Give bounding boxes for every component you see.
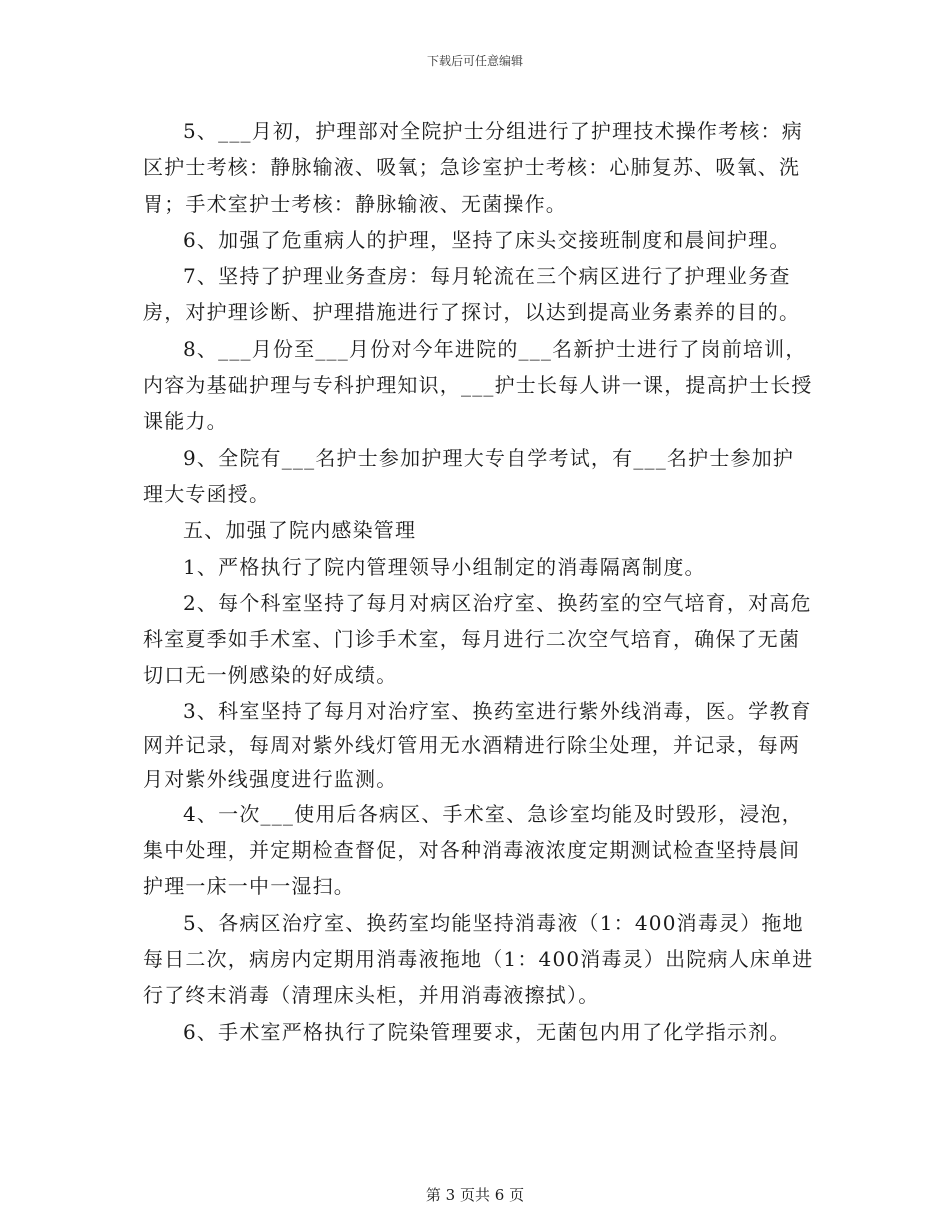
paragraph-item-3-uv-disinfection: 3、科室坚持了每月对治疗室、换药室进行紫外线消毒，医。学教育网并记录，每周对紫外线灯管用无水酒精进行除尘处理，并记录，每两月对紫外线强度进行监测。: [143, 698, 812, 791]
paragraph-item-1-disinfection-system: 1、严格执行了院内管理领导小组制定的消毒隔离制度。: [183, 554, 706, 579]
paragraph-item-2-air-culture: 2、每个科室坚持了每月对病区治疗室、换药室的空气培育，对高危科室夏季如手术室、门诊手术室，每月进行二次空气培育，确保了无菌切口无一例感染的好成绩。: [143, 590, 812, 688]
paragraph-item-6-operating-room: 6、手术室严格执行了院染管理要求，无菌包内用了化学指示剂。: [183, 1019, 791, 1044]
paragraph-item-8-training: 8、___月份至___月份对今年进院的___名新护士进行了岗前培训，内容为基础护理与专科护理知识，___护士长每人讲一课，提高护士长授课能力。: [143, 336, 813, 434]
page-footer-page-number: 第 3 页共 6 页: [425, 1186, 525, 1204]
paragraph-item-4-disposal: 4、一次___使用后各病区、手术室、急诊室均能及时毁形，浸泡，集中处理，并定期检查督促，对各种消毒液浓度定期测试检查坚持晨间护理一床一中一湿扫。: [143, 801, 803, 899]
document-body: [143, 113, 815, 1050]
paragraph-item-5-skill-exam: 5、___月初，护理部对全院护士分组进行了护理技术操作考核：病区护士考核：静脉输液、吸氧；急诊室护士考核：心肺复苏、吸氧、洗胃；手术室护士考核：静脉输液、无菌操作。: [143, 119, 803, 216]
section-heading-infection-control: 五、加强了院内感染管理: [183, 518, 417, 543]
paragraph-item-5-floor-disinfection: 5、各病区治疗室、换药室均能坚持消毒液（1：400消毒灵）拖地每日二次，病房内定期用消毒液拖地（1：400消毒灵）出院病人床单进行了终末消毒（清理床头柜，并用消毒液擦拭）。: [143, 910, 814, 1008]
paragraph-item-6-critical-care: 6、加强了危重病人的护理，坚持了床头交接班制度和晨间护理。: [183, 227, 791, 252]
page-header: 下载后可任意编辑: [426, 54, 523, 68]
paragraph-item-7-ward-rounds: 7、坚持了护理业务查房：每月轮流在三个病区进行了护理业务查房，对护理诊断、护理措施进行了探讨，以达到提高业务素养的目的。: [143, 264, 801, 325]
paragraph-item-9-exams: 9、全院有___名护士参加护理大专自学考试，有___名护士参加护理大专函授。: [143, 445, 795, 506]
